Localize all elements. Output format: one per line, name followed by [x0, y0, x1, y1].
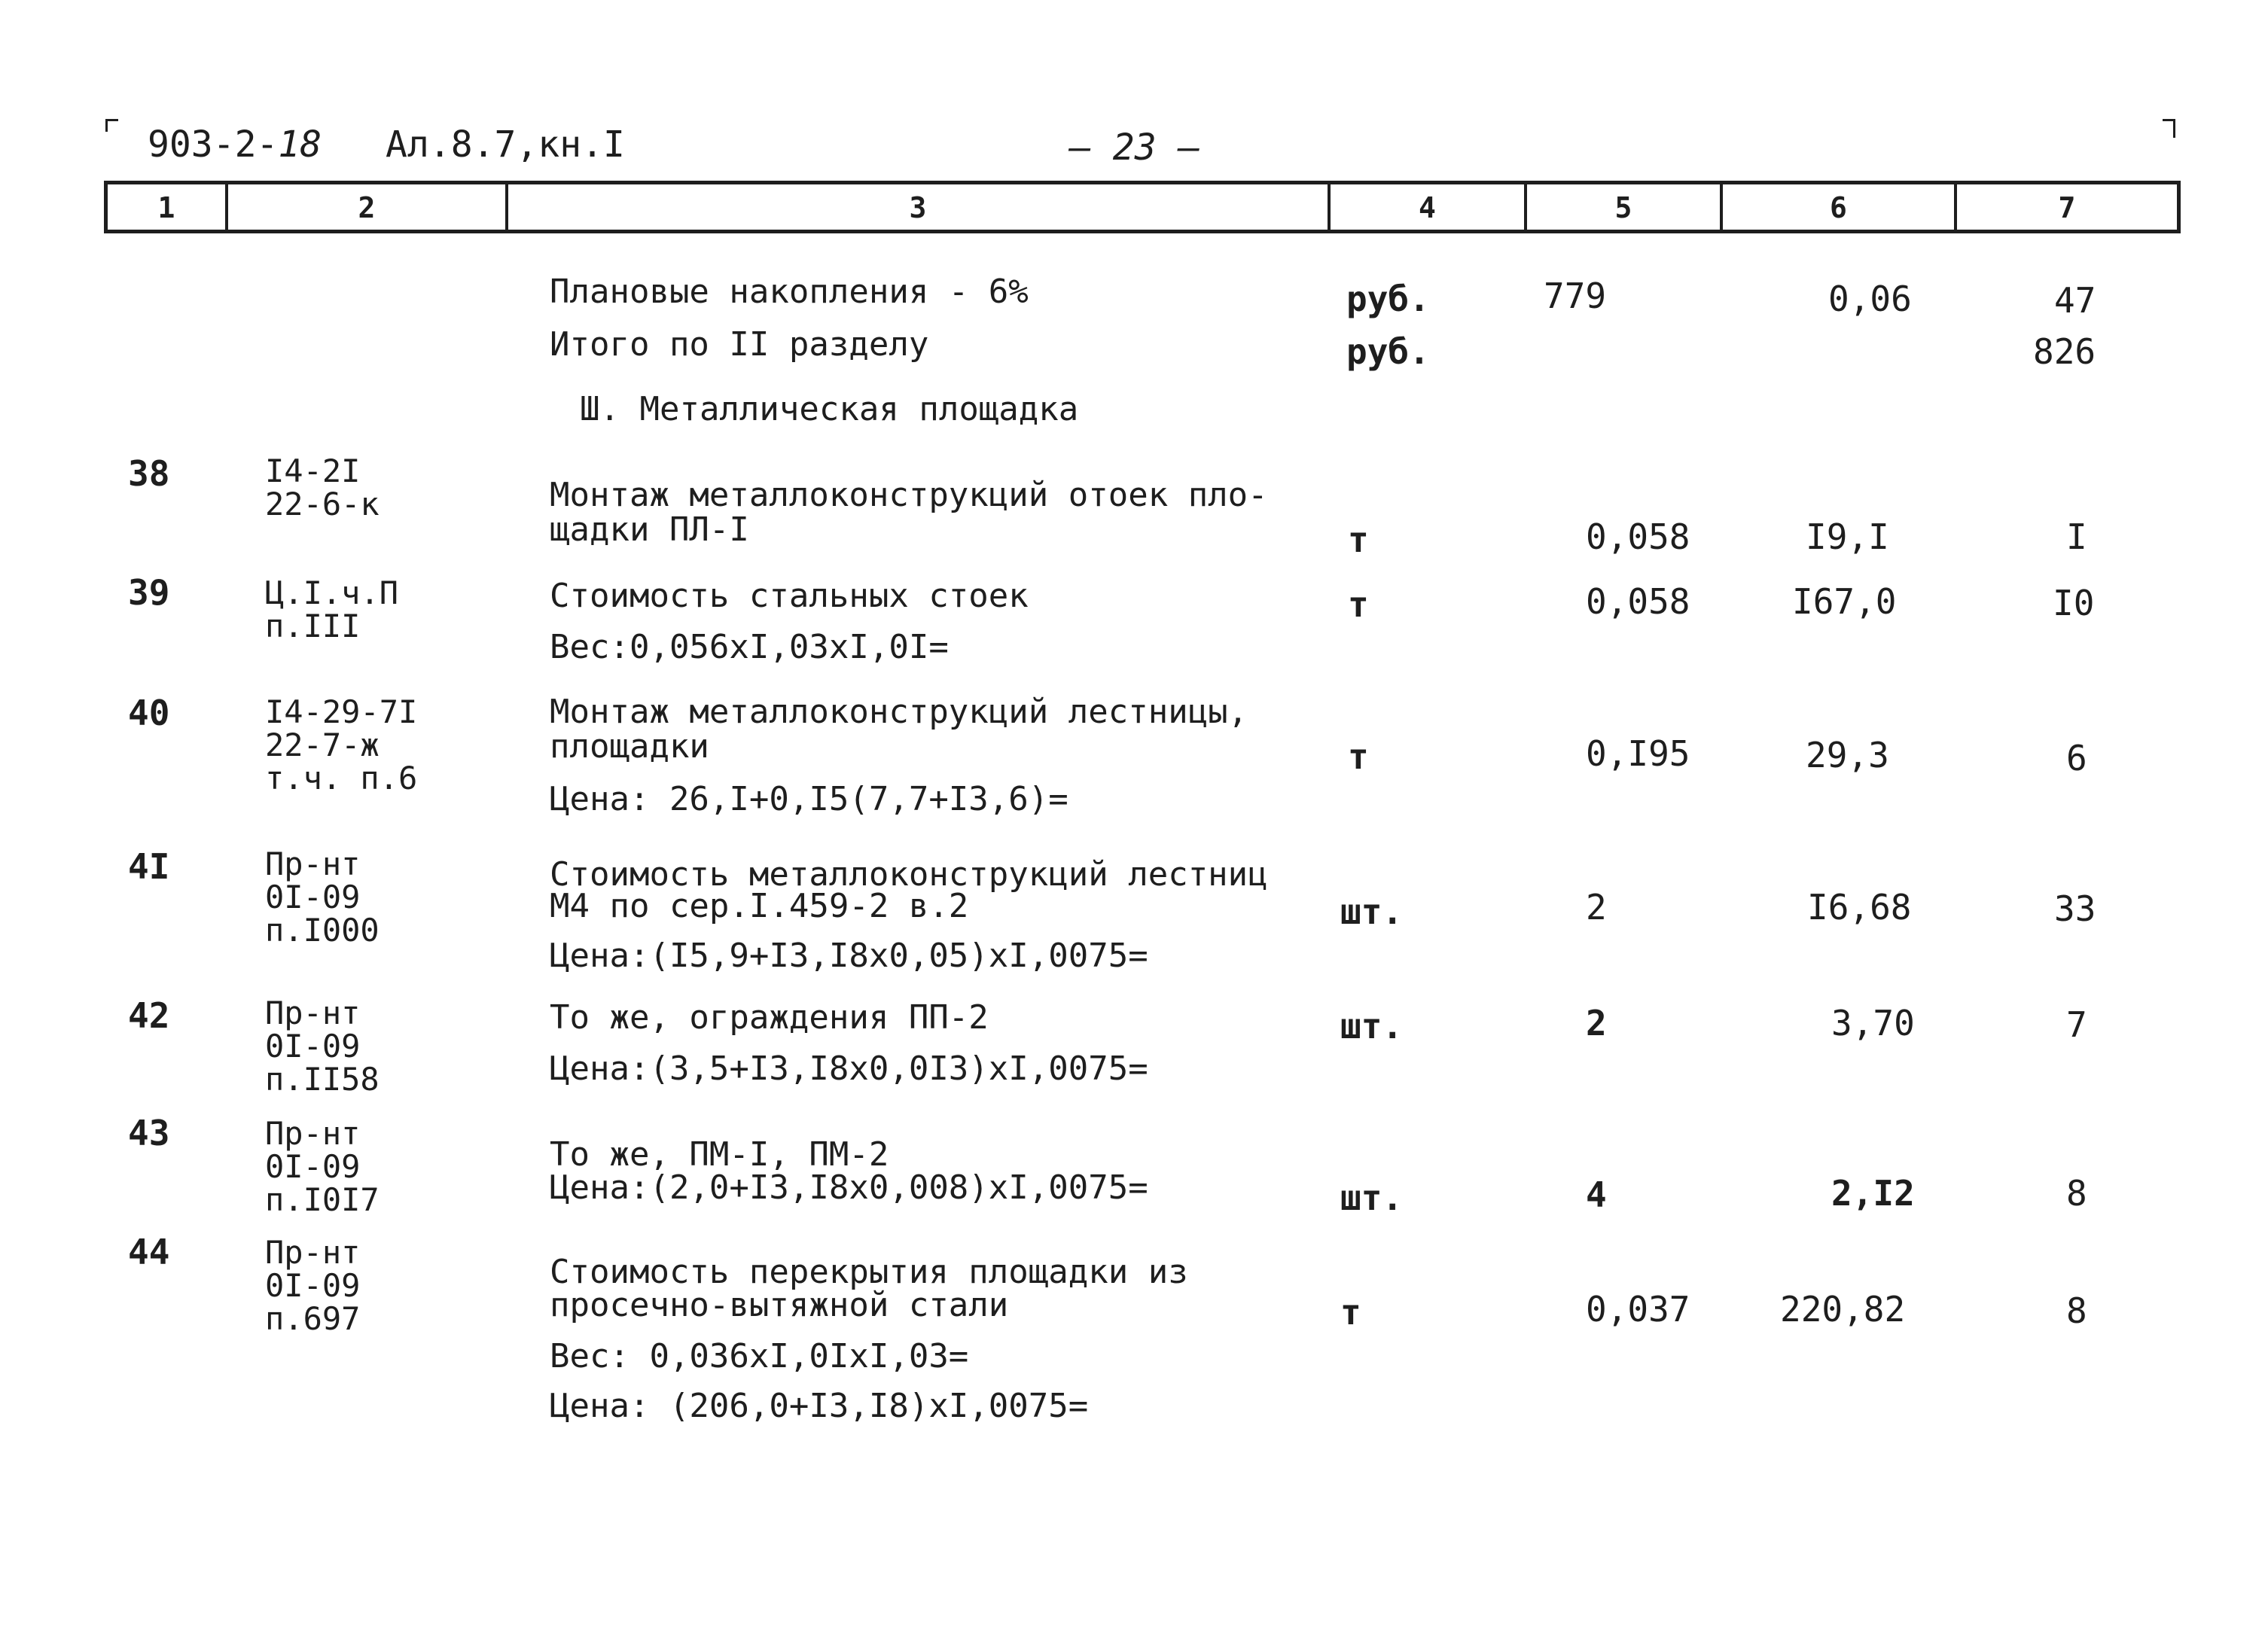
row-43-total: 8	[2066, 1173, 2087, 1214]
row-40-description-line2: площадки	[550, 727, 709, 766]
section-total-unit: руб.	[1346, 331, 1430, 372]
row-38-description-line1: Монтаж металлоконструкций отоек пло-	[550, 476, 1268, 514]
row-40-code-line2: 22-7-ж	[265, 727, 380, 763]
row-39-unit: т	[1348, 584, 1369, 625]
row-44-code-line2: 0I-09	[265, 1267, 361, 1304]
row-44-formula-price: Цена: (206,0+I3,I8)хI,0075=	[550, 1387, 1089, 1425]
column-header-4: 4	[1331, 184, 1527, 232]
row-40-code-line3: т.ч. п.6	[265, 760, 418, 797]
row-42-number: 42	[128, 995, 170, 1036]
row-41-code-line1: Пр-нт	[265, 845, 361, 882]
document-code	[148, 123, 322, 166]
row-38-price: I9,I	[1806, 516, 1889, 557]
row-43-code-line3: п.I0I7	[265, 1181, 380, 1218]
row-41-number: 4I	[128, 846, 170, 887]
row-42-code-line2: 0I-09	[265, 1028, 361, 1065]
row-38-unit: т	[1348, 519, 1369, 560]
row-40-number: 40	[128, 693, 170, 733]
summary-unit: руб.	[1346, 279, 1430, 319]
row-39-quantity: 0,058	[1586, 581, 1690, 622]
row-41-formula: Цена:(I5,9+I3,I8х0,05)хI,0075=	[550, 937, 1148, 975]
section-title: Ш. Металлическая площадка	[580, 390, 1079, 428]
row-40-description-line1: Монтаж металлоконструкций лестницы,	[550, 693, 1248, 731]
row-44-description-line1: Стоимость перекрытия площадки из	[550, 1253, 1188, 1291]
row-41-code-line2: 0I-09	[265, 879, 361, 915]
document-code-suffix: 18	[278, 123, 322, 166]
section-total-value: 826	[2033, 331, 2096, 372]
row-43-description-line1: То же, ПМ-I, ПМ-2	[550, 1135, 889, 1174]
row-39-code-line2: п.III	[265, 608, 361, 644]
row-40-price: 29,3	[1806, 735, 1889, 775]
column-header-3: 3	[508, 184, 1331, 232]
row-44-unit: т	[1340, 1292, 1361, 1333]
row-40-code-line1: I4-29-7I	[265, 693, 418, 730]
row-40-unit: т	[1348, 736, 1369, 777]
row-42-formula: Цена:(3,5+I3,I8х0,0I3)хI,0075=	[550, 1049, 1148, 1088]
row-40-quantity: 0,I95	[1586, 733, 1690, 774]
row-43-description-line2: Цена:(2,0+I3,I8х0,008)хI,0075=	[550, 1168, 1148, 1207]
row-38-code-line1: I4-2I	[265, 452, 361, 489]
row-39-total: I0	[2053, 583, 2095, 623]
summary-description: Плановые накопления - 6%	[550, 273, 1029, 311]
row-41-description-line2: М4 по сер.I.459-2 в.2	[550, 887, 969, 925]
top-right-corner-mark	[2163, 119, 2175, 138]
row-43-number: 43	[128, 1113, 170, 1153]
row-43-price: 2,I2	[1831, 1173, 1915, 1214]
row-44-quantity: 0,037	[1586, 1289, 1690, 1330]
page-number: — 23 —	[1069, 126, 1200, 169]
top-left-corner-mark	[105, 119, 118, 132]
row-41-price: I6,68	[1807, 887, 1912, 928]
row-42-unit: шт.	[1340, 1006, 1404, 1046]
row-43-unit: шт.	[1340, 1177, 1404, 1218]
row-38-description-line2: щадки ПЛ-I	[550, 510, 749, 549]
row-41-unit: шт.	[1340, 891, 1404, 932]
row-44-total: 8	[2066, 1290, 2087, 1331]
row-41-total: 33	[2054, 888, 2096, 929]
row-38-code-line2: 22-6-к	[265, 486, 380, 522]
row-38-quantity: 0,058	[1586, 516, 1690, 557]
row-42-code-line3: п.II58	[265, 1061, 380, 1098]
row-40-formula: Цена: 26,I+0,I5(7,7+I3,6)=	[550, 780, 1068, 818]
album-reference: Ал.8.7,кн.I	[386, 123, 625, 166]
row-42-description: То же, ограждения ПП-2	[550, 998, 989, 1037]
row-44-price: 220,82	[1780, 1289, 1906, 1330]
row-43-code-line1: Пр-нт	[265, 1115, 361, 1152]
column-header-7: 7	[2058, 191, 2076, 224]
row-38-total: I	[2066, 516, 2087, 557]
row-39-description: Стоимость стальных стоек	[550, 577, 1029, 615]
row-41-description-line1: Стоимость металлоконструкций лестниц	[550, 855, 1268, 894]
summary-price: 0,06	[1828, 279, 1912, 319]
row-39-formula: Вес:0,056хI,03хI,0I=	[550, 628, 949, 666]
document-code-prefix: 903-2-	[148, 123, 279, 166]
row-42-quantity: 2	[1586, 1003, 1607, 1043]
row-41-code-line3: п.I000	[265, 912, 380, 949]
row-39-price: I67,0	[1792, 581, 1897, 622]
row-43-code-line2: 0I-09	[265, 1148, 361, 1185]
row-44-code-line3: п.697	[265, 1300, 361, 1337]
section-total-description: Итого по II разделу	[550, 325, 929, 364]
row-39-number: 39	[128, 572, 170, 613]
row-44-code-line1: Пр-нт	[265, 1234, 361, 1271]
row-44-number: 44	[128, 1232, 170, 1272]
column-header-1: 1	[108, 184, 228, 232]
row-38-number: 38	[128, 453, 170, 494]
row-44-description-line2: просечно-вытяжной стали	[550, 1286, 1009, 1324]
summary-quantity: 779	[1544, 276, 1607, 316]
column-header-5: 5	[1527, 184, 1723, 232]
row-41-quantity: 2	[1586, 887, 1607, 928]
row-42-code-line1: Пр-нт	[265, 995, 361, 1031]
row-42-total: 7	[2066, 1004, 2087, 1045]
row-44-formula-weight: Вес: 0,036хI,0IхI,03=	[550, 1337, 969, 1375]
summary-total: 47	[2054, 280, 2096, 321]
row-40-total: 6	[2066, 738, 2087, 778]
column-header-2: 2	[228, 184, 508, 232]
row-42-price: 3,70	[1831, 1003, 1915, 1043]
column-header-6: 6	[1723, 184, 1957, 232]
row-43-quantity: 4	[1586, 1174, 1607, 1215]
row-39-code-line1: Ц.I.ч.П	[265, 574, 399, 611]
